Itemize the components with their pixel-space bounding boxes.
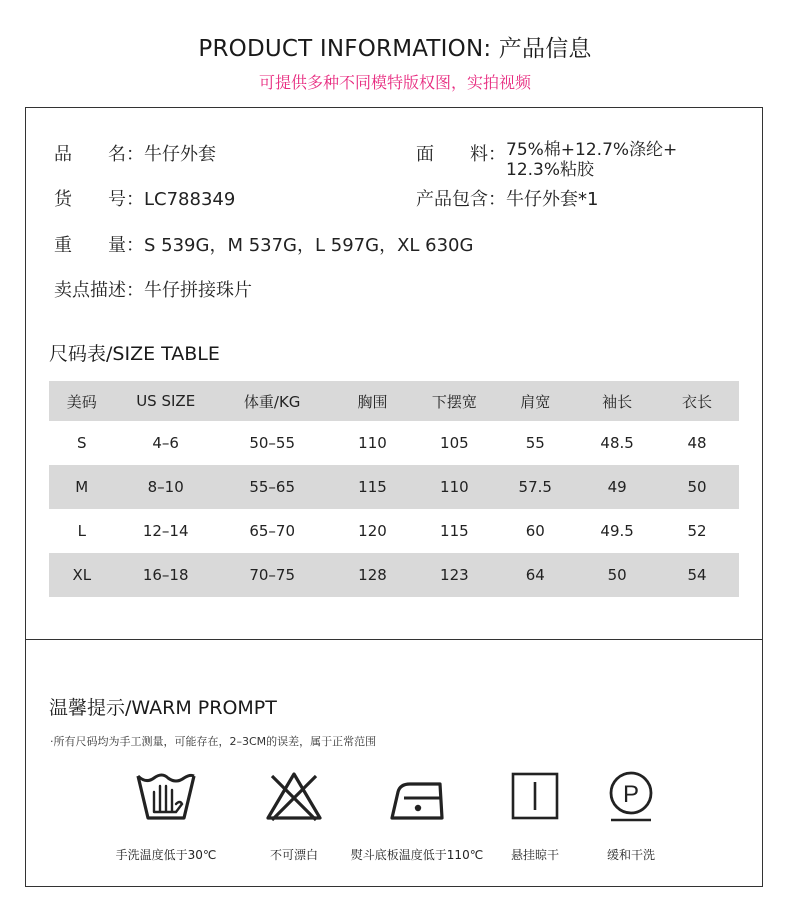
info-name bbox=[54, 140, 216, 166]
table-cell: 70–75 bbox=[217, 553, 328, 597]
care-item-dry-clean bbox=[586, 768, 676, 863]
table-cell: XL bbox=[49, 553, 115, 597]
table-cell: 12–14 bbox=[142, 522, 189, 540]
table-cell: 55–65 bbox=[217, 465, 328, 509]
info-material-value-2: 12.3%粘胶 bbox=[506, 160, 595, 180]
no-bleach-icon bbox=[264, 768, 324, 824]
size-table-header: US SIZE bbox=[115, 381, 217, 421]
table-cell: 52 bbox=[687, 522, 707, 540]
care-label: 不可漂白 bbox=[269, 848, 318, 862]
info-selling-value: 牛仔拼接珠片 bbox=[144, 280, 252, 301]
page-title: PRODUCT INFORMATION: 产品信息 bbox=[198, 36, 592, 62]
table-cell: 16–18 bbox=[115, 553, 217, 597]
info-includes bbox=[416, 185, 598, 211]
info-selling-label: 卖点描述： bbox=[54, 280, 144, 301]
info-name-label: 品 名： bbox=[54, 144, 144, 165]
table-cell: 65–70 bbox=[249, 522, 295, 540]
table-cell: 54 bbox=[655, 553, 739, 597]
info-weight-label: 重 量： bbox=[54, 235, 144, 256]
size-table-header-row bbox=[49, 381, 739, 421]
iron-icon bbox=[386, 768, 448, 824]
page-subtitle: 可提供多种不同模特版权图，实拍视频 bbox=[258, 73, 531, 92]
care-label: 手洗温度低于30℃ bbox=[115, 848, 217, 862]
care-item-no-bleach bbox=[244, 768, 344, 863]
info-selling bbox=[54, 276, 252, 302]
table-cell: 123 bbox=[418, 553, 492, 597]
size-table-header: 体重/KG bbox=[217, 381, 328, 421]
table-cell: 50–55 bbox=[249, 434, 295, 452]
table-cell: 50 bbox=[579, 553, 655, 597]
info-code-label: 货 号： bbox=[54, 189, 144, 210]
table-cell: 8–10 bbox=[115, 465, 217, 509]
table-cell: 105 bbox=[440, 434, 469, 452]
info-weight-value: S 539G，M 537G，L 597G，XL 630G bbox=[144, 235, 474, 256]
care-label: 悬挂晾干 bbox=[510, 848, 559, 862]
table-cell: 49.5 bbox=[600, 522, 634, 540]
warm-prompt-title: 温馨提示/WARM PROMPT bbox=[49, 697, 277, 719]
care-item-iron bbox=[344, 768, 490, 863]
info-material-value-1: 75%棉+12.7%涤纶+ bbox=[506, 140, 678, 160]
info-includes-value: 牛仔外套*1 bbox=[506, 189, 599, 210]
table-cell: S bbox=[76, 434, 87, 452]
table-cell: 115 bbox=[327, 465, 417, 509]
size-table-header: 袖长 bbox=[579, 381, 655, 421]
table-cell: 115 bbox=[440, 522, 469, 540]
section-divider bbox=[26, 639, 762, 640]
table-cell: 110 bbox=[358, 434, 387, 452]
size-table-header: 衣长 bbox=[655, 381, 739, 421]
info-code bbox=[54, 185, 235, 211]
info-material-label: 面 料： bbox=[416, 144, 506, 165]
table-cell: 49 bbox=[579, 465, 655, 509]
dry-clean-icon bbox=[603, 768, 659, 824]
product-info-panel bbox=[25, 107, 763, 887]
table-row bbox=[49, 465, 739, 509]
table-row bbox=[49, 509, 739, 553]
size-table-header: 肩宽 bbox=[491, 381, 579, 421]
table-cell: 48.5 bbox=[600, 434, 634, 452]
table-cell: 50 bbox=[655, 465, 739, 509]
table-row bbox=[49, 421, 739, 465]
size-table bbox=[49, 381, 739, 597]
hand-wash-icon bbox=[134, 768, 198, 824]
size-table-title: 尺码表/SIZE TABLE bbox=[49, 343, 220, 365]
table-cell: 60 bbox=[525, 522, 545, 540]
table-cell: 48 bbox=[687, 434, 707, 452]
info-material bbox=[416, 140, 677, 180]
table-cell: 110 bbox=[418, 465, 492, 509]
table-cell: M bbox=[49, 465, 115, 509]
measurement-note: ·所有尺码均为手工测量，可能存在，2–3CM的误差，属于正常范围 bbox=[50, 735, 377, 748]
size-table-header: 胸围 bbox=[327, 381, 417, 421]
table-cell: 4–6 bbox=[152, 434, 179, 452]
table-cell: 55 bbox=[525, 434, 545, 452]
hang-dry-icon bbox=[509, 768, 561, 824]
info-includes-label: 产品包含： bbox=[416, 189, 506, 210]
info-weight bbox=[54, 231, 473, 257]
table-cell: L bbox=[77, 522, 86, 540]
care-label: 缓和干洗 bbox=[606, 848, 655, 862]
table-row bbox=[49, 553, 739, 597]
table-cell: 128 bbox=[327, 553, 417, 597]
table-cell: 64 bbox=[491, 553, 579, 597]
info-name-value: 牛仔外套 bbox=[144, 144, 216, 165]
size-table-header: 美码 bbox=[49, 381, 115, 421]
info-code-value: LC788349 bbox=[144, 189, 236, 210]
size-table-header: 下摆宽 bbox=[418, 381, 492, 421]
table-cell: 57.5 bbox=[491, 465, 579, 509]
care-item-hand-wash bbox=[96, 768, 236, 863]
care-label: 熨斗底板温度低于110℃ bbox=[350, 848, 484, 862]
table-cell: 120 bbox=[358, 522, 387, 540]
care-item-hang-dry bbox=[490, 768, 580, 863]
svg-text:P: P bbox=[622, 781, 640, 808]
